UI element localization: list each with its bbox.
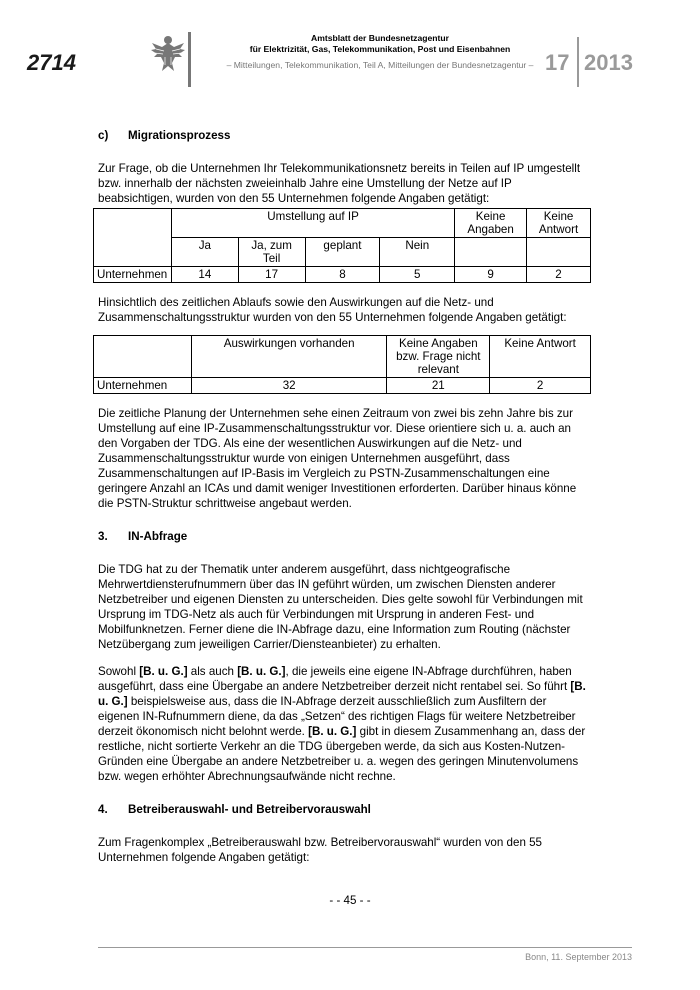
text-run: beispielsweise aus, dass die IN-Abfrage derzeit ausschließlich zum Ausfiltern der eigenen IN-Rufnummern diene, da das „Setzen“ des richtigen Flags für weitere Netzbetreiber derzeit ökonomisch nicht belohnt werde. <box>98 695 576 738</box>
redaction-marker: [B. u. G.] <box>237 665 286 678</box>
issue-number: 17 <box>545 50 570 75</box>
page-number: 2714 <box>27 50 76 75</box>
text-run: Sowohl <box>98 665 140 678</box>
table-row <box>94 378 591 394</box>
text-run: , die jeweils eine eigene IN-Abfrage durchführen, haben ausgeführt, dass eine Übergabe an andere Netzbetreiber derzeit nicht rentabel sei. So führt <box>98 665 572 693</box>
federal-eagle-icon <box>150 33 186 73</box>
table-impact <box>93 335 591 394</box>
header-divider <box>188 32 191 87</box>
paragraph-in-abfrage-1: Die TDG hat zu der Thematik unter anderem ausgeführt, dass nichtgeografische Mehrwertdiensterufnummern über das IN geführt würden, um zwischen Diensten anderer Netzbetreiber und eigenen Diensten zu unterscheiden. Dies gelte sowohl für Verbindungen mit Ursprung im TDG-Netz als auch für Verbindungen mit Ursprung in anderen Fest- und Mobilfunknetzen. Ferner diene die IN-Abfrage dazu, eine Information zum Routing (nächster Netzübergang zum jeweiligen Carrier/Diensteanbieter) zu erhalten. <box>98 563 583 651</box>
table1-row-label: Unternehmen <box>94 267 172 283</box>
table1-header-keine-antwort: Keine Antwort <box>527 209 591 238</box>
table1-sub-ja-zum-teil: Ja, zum Teil <box>238 238 305 267</box>
table1-value-geplant: 8 <box>305 267 380 283</box>
table2-value-keine-angaben: 21 <box>387 378 490 394</box>
table1-sub-geplant: geplant <box>305 238 380 267</box>
redaction-marker: [B. u. G.] <box>308 725 357 738</box>
section-c-number: c) <box>98 129 109 142</box>
paragraph-migration-intro: Zur Frage, ob die Unternehmen Ihr Telekommunikationsnetz bereits in Teilen auf IP umgestellt bzw. innerhalb der nächsten zweieinhalb Jahre eine Umstellung der Netze auf IP beabsichtigen, wurden von den 55 Unternehmen folgende Angaben getätigt: <box>98 162 581 205</box>
table-ip-migration <box>93 208 591 283</box>
redaction-marker: [B. u. G.] <box>139 665 188 678</box>
table2-header-keine-antwort: Keine Antwort <box>490 336 591 378</box>
footer-divider <box>98 947 632 948</box>
table1-value-ja: 14 <box>171 267 238 283</box>
paragraph-timeline: Hinsichtlich des zeitlichen Ablaufs sowie den Auswirkungen auf die Netz- und Zusammenschaltungsstruktur wurden von den 55 Unternehmen folgende Angaben getätigt: <box>98 296 567 324</box>
document-body <box>98 128 588 865</box>
section-3-number: 3. <box>98 530 108 543</box>
table1-sub-ja: Ja <box>171 238 238 267</box>
table1-value-keine-angaben: 9 <box>455 267 527 283</box>
issue-year: 2013 <box>584 50 633 75</box>
section-4-number: 4. <box>98 803 108 816</box>
footer-date: Bonn, 11. September 2013 <box>525 952 632 962</box>
section-4-heading <box>98 802 588 817</box>
section-3-heading <box>98 529 588 544</box>
table1-header-keine-angaben: Keine Angaben <box>455 209 527 238</box>
table-row <box>94 267 591 283</box>
table2-value-keine-antwort: 2 <box>490 378 591 394</box>
paragraph-in-abfrage-2 <box>98 664 588 784</box>
table1-empty-cell <box>527 238 591 267</box>
paragraph-planning: Die zeitliche Planung der Unternehmen sehe einen Zeitraum von zwei bis zehn Jahre bis zur Umstellung auf eine IP-Zusammenschaltungsstruktur vor. Diese orientiere sich u. a. auch an den Vorgaben der TDG. Als eine der wesentlichen Auswirkungen auf die Netz- und Zusammenschaltungsstruktur wurde von einigen Unternehmen ausgeführt, dass Zusammenschaltungen auf IP-Basis im Vergleich zu PSTN-Zusammenschaltungen eine geringere Anzahl an ICAs und damit weniger Investitionen erforderten. Darüber hinaus könne die PSTN-Struktur schrittweise angebaut werden. <box>98 407 577 510</box>
table1-sub-nein: Nein <box>380 238 455 267</box>
footer-page-number: - - 45 - - <box>329 894 371 907</box>
paragraph-betreiberauswahl: Zum Fragenkomplex „Betreiberauswahl bzw. Betreibervorauswahl“ wurden von den 55 Unternehmen folgende Angaben getätigt: <box>98 836 543 864</box>
table1-corner-cell <box>94 209 172 267</box>
gazette-title-line1: Amtsblatt der Bundesnetzagentur <box>311 33 449 43</box>
table1-value-ja-zum-teil: 17 <box>238 267 305 283</box>
section-c-title: Migrationsprozess <box>128 129 231 142</box>
section-c-heading <box>98 128 588 143</box>
text-run: gibt in diesem Zusammenhang an, dass der restliche, nicht sortierte Verkehr an die TDG übergeben werde, da sich aus Kosten-Nutzen-Gründen eine Übergabe an andere Netzbetreiber u. a. wegen des geringen Minutenvolumens bzw. wegen erhöhter Abrechnungsaufwände nicht rechne. <box>98 725 586 783</box>
redaction-marker: [B. u. G.] <box>98 680 586 708</box>
table2-header-auswirkungen: Auswirkungen vorhanden <box>191 336 387 378</box>
table1-empty-cell <box>455 238 527 267</box>
table2-header-keine-angaben: Keine Angaben bzw. Frage nicht relevant <box>387 336 490 378</box>
table2-row-label: Unternehmen <box>94 378 192 394</box>
text-run: als auch <box>187 665 238 678</box>
gazette-title-line2: für Elektrizität, Gas, Telekommunikation, Post und Eisenbahnen <box>249 43 511 54</box>
table2-corner-cell <box>94 336 192 378</box>
section-4-title: Betreiberauswahl- und Betreibervorauswahl <box>128 803 371 816</box>
section-3-title: IN-Abfrage <box>128 530 188 543</box>
table2-value-auswirkungen: 32 <box>191 378 387 394</box>
gazette-title <box>200 33 560 54</box>
table1-value-keine-antwort: 2 <box>527 267 591 283</box>
table1-group-header: Umstellung auf IP <box>171 209 454 238</box>
table1-value-nein: 5 <box>380 267 455 283</box>
gazette-subtitle: – Mitteilungen, Telekommunikation, Teil A, Mitteilungen der Bundesnetzagentur – <box>226 60 534 70</box>
issue-divider <box>577 37 579 87</box>
